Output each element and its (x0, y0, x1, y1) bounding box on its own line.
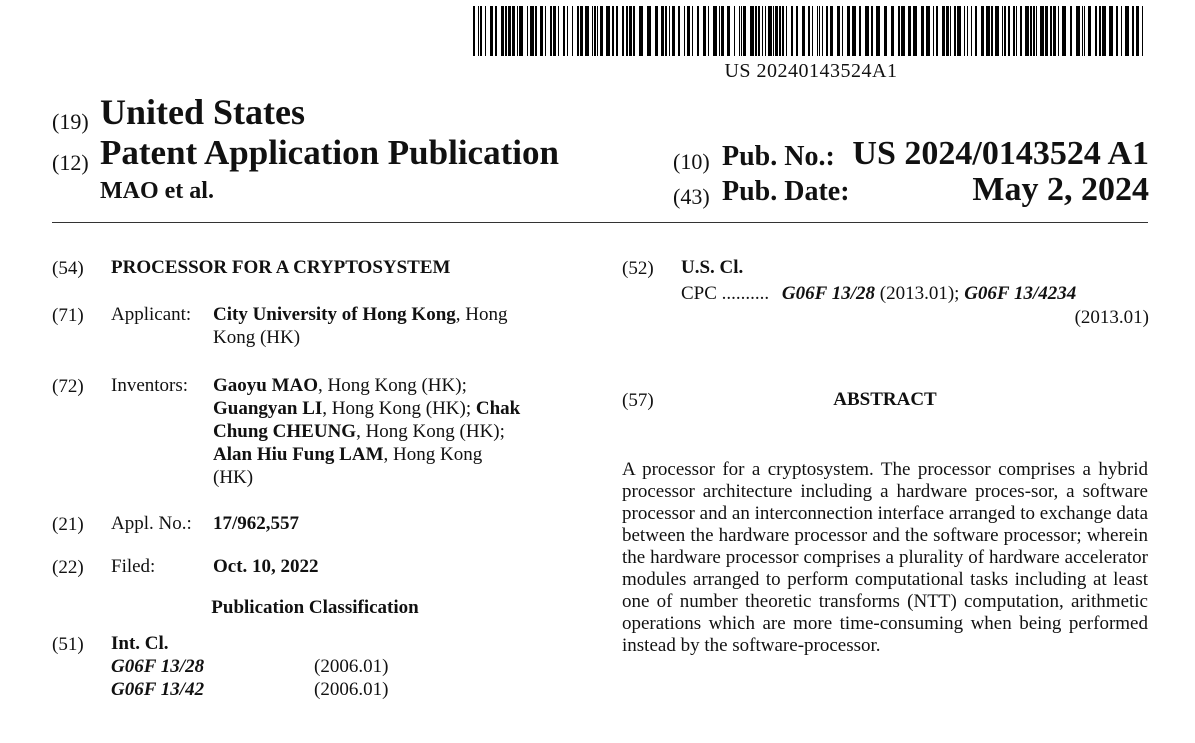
cpc-version-1: (2013.01); (875, 283, 965, 304)
int-cl-version-2: (2006.01) (314, 679, 389, 700)
inventor-1-loc: , Hong Kong (HK); (318, 375, 467, 396)
inventor-4-loc-cont: (HK) (213, 467, 254, 488)
inventor-4: Alan Hiu Fung LAM (213, 444, 384, 465)
code-12: (12) (52, 150, 89, 175)
abstract-heading: ABSTRACT (833, 389, 937, 410)
country: United States (100, 92, 305, 132)
cpc-line (681, 282, 1149, 305)
inventor-3-first: Chak (475, 398, 521, 419)
int-cl-class-2: G06F 13/42 (111, 679, 205, 700)
appl-no-value: 17/962,557 (213, 513, 300, 534)
code-10: (10) (673, 149, 710, 174)
cpc-class-1: G06F 13/28 (781, 283, 876, 304)
inventor-4-loc: , Hong Kong (383, 444, 483, 465)
applicant-location-cont: Kong (HK) (213, 327, 301, 348)
inventor-2-loc: , Hong Kong (HK); (322, 398, 476, 419)
pub-no-label: Pub. No.: (722, 141, 835, 172)
code-52: (52) (622, 258, 654, 279)
pub-class-heading: Publication Classification (211, 597, 419, 618)
invention-title: PROCESSOR FOR A CRYPTOSYSTEM (111, 257, 451, 278)
appl-no-label: Appl. No.: (111, 513, 192, 534)
code-22: (22) (52, 557, 84, 578)
code-54: (54) (52, 258, 84, 279)
cpc-class-2: G06F 13/4234 (964, 283, 1077, 304)
abstract-text: A processor for a cryptosystem. The processor comprises a hybrid processor architecture including a hardware proces-sor, a software processor and an interconnection interface arranged to exchange data between the hardware processor and the software processor; wherein the hardware processor comprises a plurality of hardware accelerator modules arranged to perform computational tasks including at least one of number theoretic transforms (NTT) computation, arithmetic operations which are more time-consuming when being performed instead by the software-processor. (622, 459, 1148, 656)
inventor-short: MAO et al. (100, 178, 214, 204)
cpc-version-2: (2013.01) (1074, 307, 1149, 328)
applicant-name: City University of Hong Kong (213, 304, 456, 325)
filed-value: Oct. 10, 2022 (213, 556, 319, 577)
barcode-number: US 20240143524A1 (724, 60, 898, 82)
int-cl-version-1: (2006.01) (314, 656, 389, 677)
pub-date: May 2, 2024 (972, 171, 1149, 208)
code-72: (72) (52, 376, 84, 397)
pub-number: US 2024/0143524 A1 (852, 135, 1149, 172)
inventor-2: Guangyan LI (213, 398, 323, 419)
inventors-block (213, 374, 593, 489)
applicant-label: Applicant: (111, 304, 192, 325)
int-cl-class-1: G06F 13/28 (111, 656, 205, 677)
pub-date-label: Pub. Date: (722, 176, 850, 207)
applicant-location: , Hong (455, 304, 508, 325)
int-cl-label: Int. Cl. (111, 633, 169, 654)
header-rule (52, 222, 1148, 223)
code-57: (57) (622, 390, 654, 411)
document-type: Patent Application Publication (100, 133, 559, 172)
filed-label: Filed: (111, 556, 156, 577)
code-51: (51) (52, 634, 84, 655)
inventors-label: Inventors: (111, 375, 189, 396)
cpc-label: CPC .......... (681, 283, 770, 304)
code-71: (71) (52, 305, 84, 326)
inventor-3-rest: Chung CHEUNG (213, 421, 357, 442)
code-19: (19) (52, 109, 89, 134)
code-43: (43) (673, 184, 710, 209)
us-cl-label: U.S. Cl. (681, 257, 744, 278)
code-21: (21) (52, 514, 84, 535)
inventor-3-loc: , Hong Kong (HK); (356, 421, 505, 442)
inventor-1: Gaoyu MAO (213, 375, 319, 396)
applicant-block (213, 303, 578, 349)
barcode (473, 6, 1149, 56)
